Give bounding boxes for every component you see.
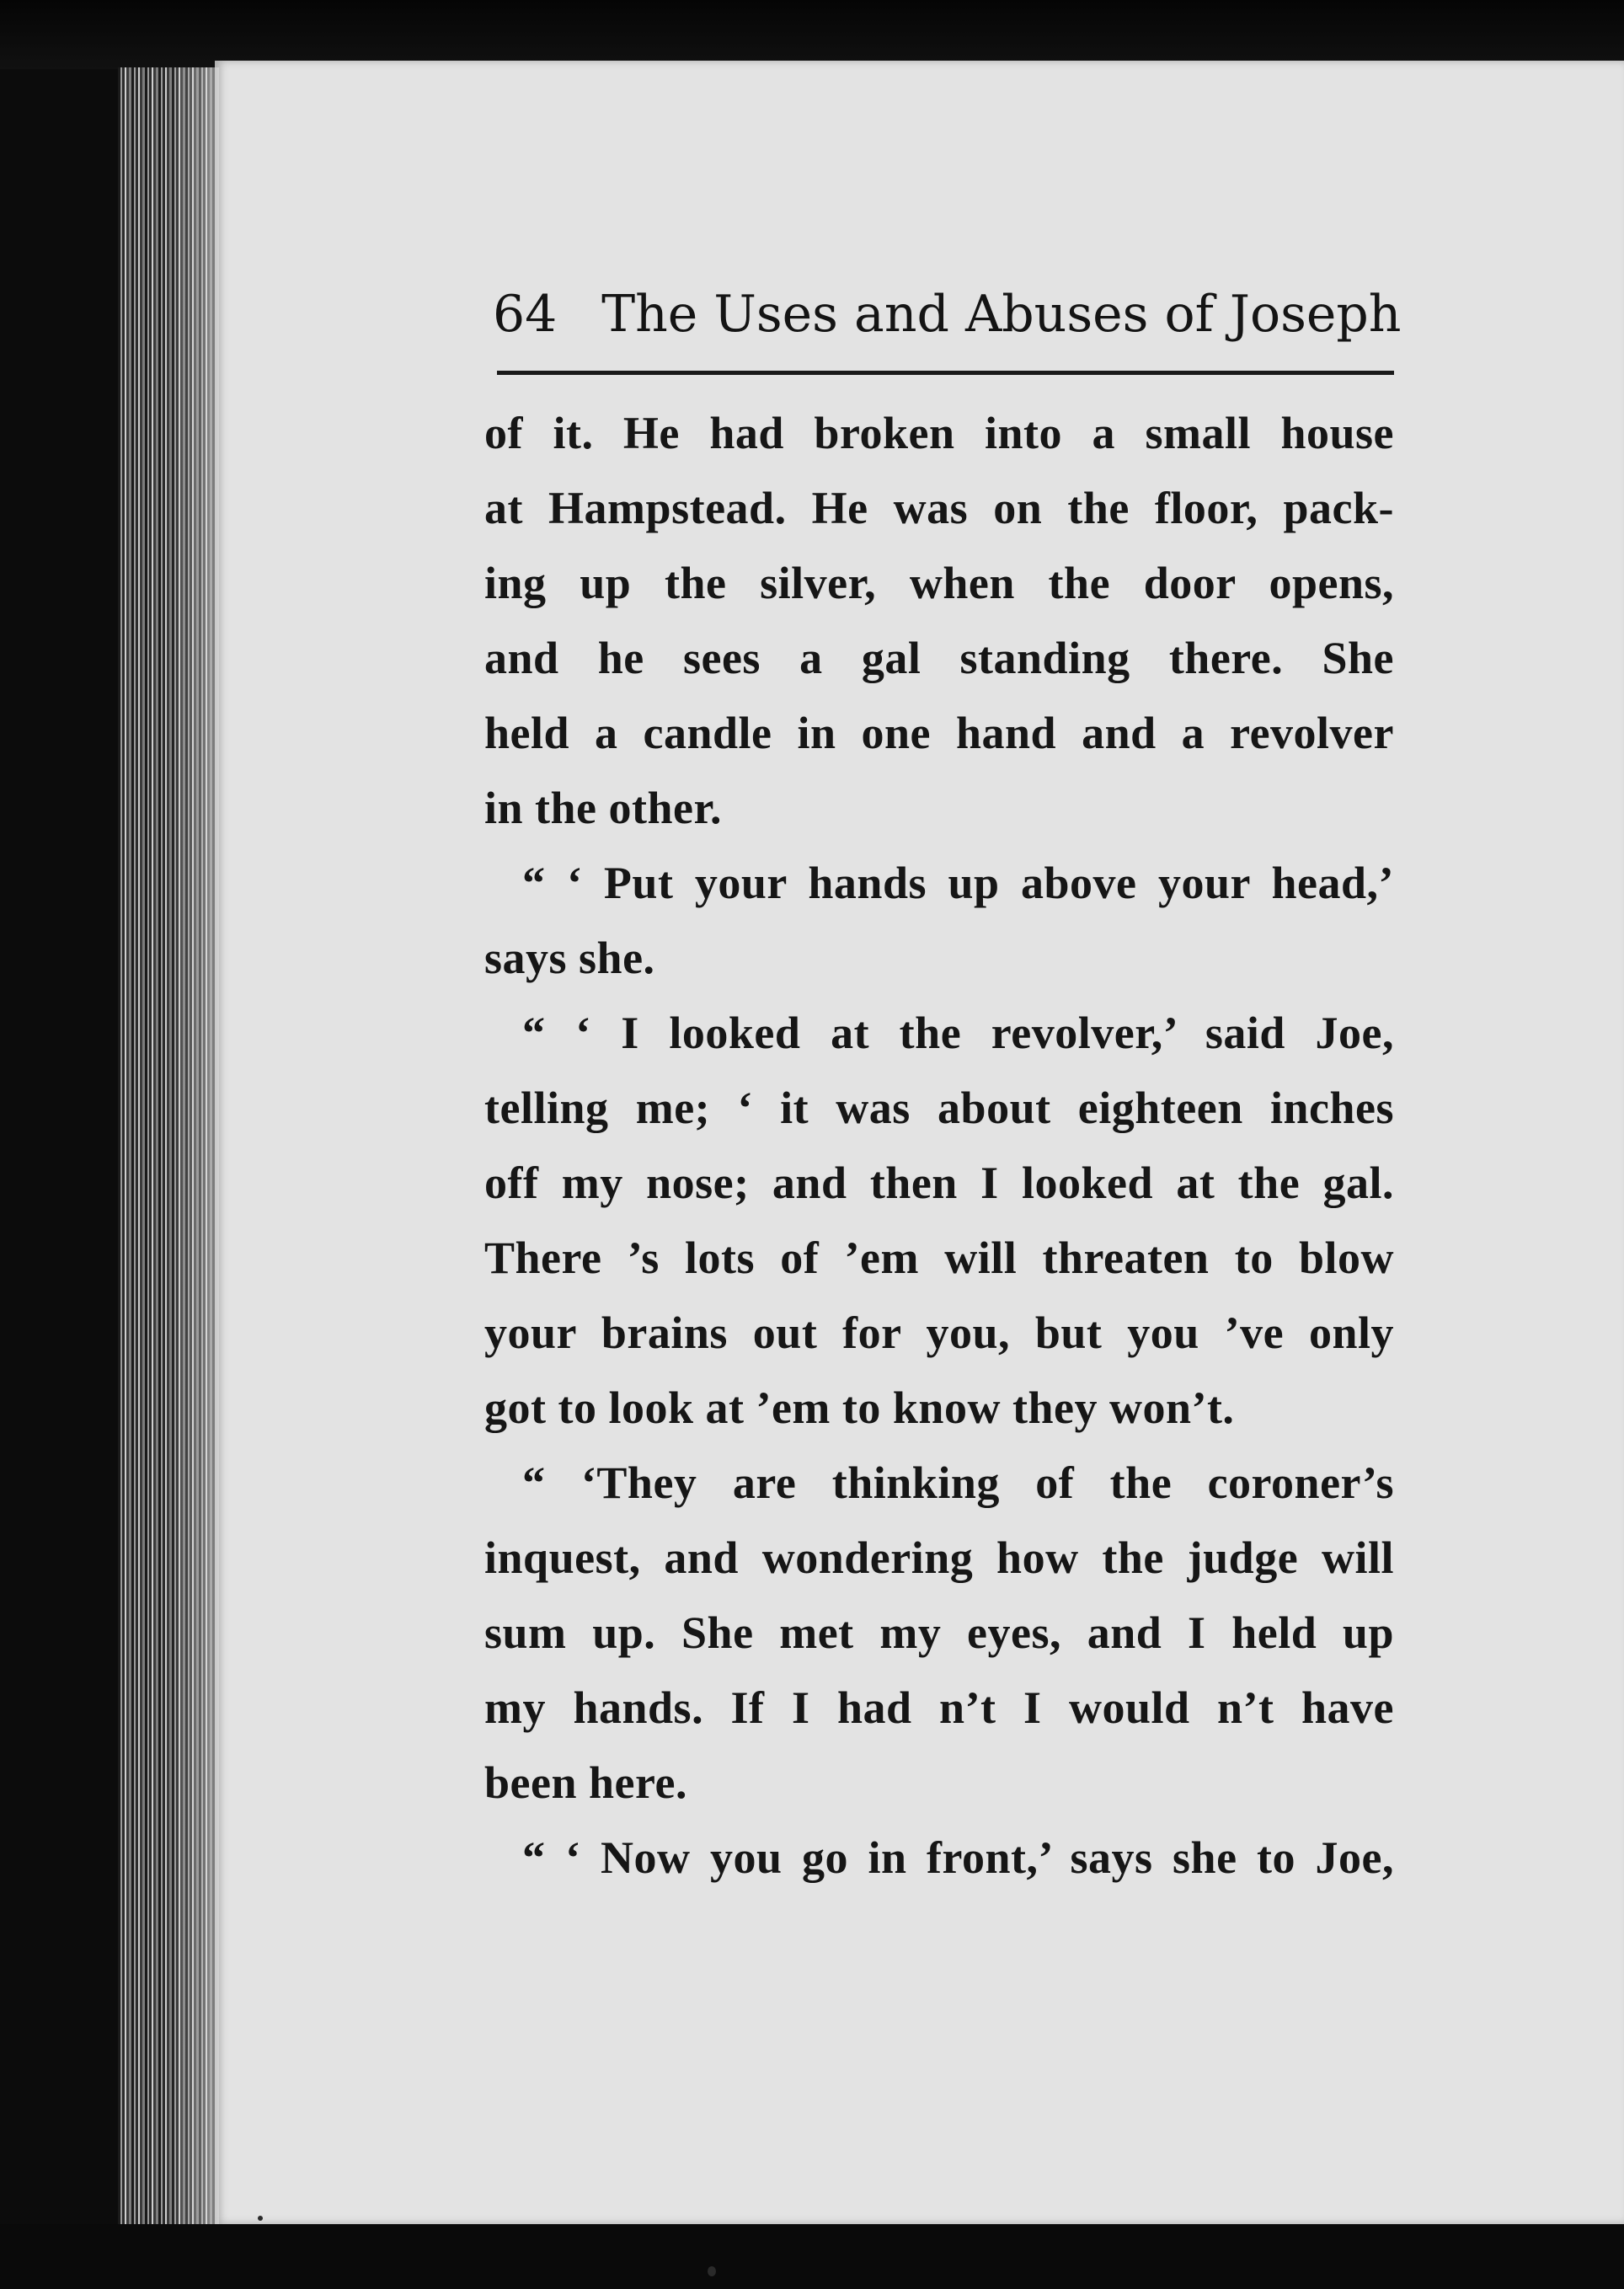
text-line: been here. [484, 1757, 687, 1808]
running-head [493, 268, 1402, 361]
scan-speck [258, 2216, 263, 2221]
scan-left-background [0, 0, 118, 2289]
text-line: “ ‘They are thinking of the coroner’s [522, 1457, 1394, 1508]
header-rule [497, 371, 1394, 375]
text-line: your brains out for you, but you ’ve only [484, 1308, 1394, 1358]
scan-speck [708, 2266, 716, 2276]
text-line: “ ‘ I looked at the revolver,’ said Joe, [522, 1008, 1394, 1058]
text-line: in the other. [484, 783, 723, 833]
page-number: 64 [493, 285, 558, 344]
text-line: held a candle in one hand and a revolver [484, 708, 1394, 758]
text-line: got to look at ’em to know they won’t. [484, 1382, 1235, 1433]
text-line: off my nose; and then I looked at the gal. [484, 1158, 1394, 1208]
text-line: “ ‘ Put your hands up above your head,’ [522, 858, 1394, 908]
body-text [484, 396, 1394, 1896]
running-title: The Uses and Abuses of Joseph [601, 285, 1402, 344]
text-line: sum up. She met my eyes, and I held up [484, 1607, 1394, 1658]
scan-top-border [0, 0, 1624, 69]
text-line: of it. He had broken into a small house [484, 408, 1394, 458]
text-line: telling me; ‘ it was about eighteen inches [484, 1083, 1394, 1133]
page-edge-shading [168, 67, 219, 2224]
text-line: There ’s lots of ’em will threaten to blow [484, 1233, 1394, 1283]
text-line: and he sees a gal standing there. She [484, 633, 1394, 683]
scan-bottom-border [0, 2224, 1624, 2289]
text-line: inquest, and wondering how the judge will [484, 1532, 1394, 1583]
text-line: at Hampstead. He was on the floor, pack- [484, 483, 1394, 533]
text-line: my hands. If I had n’t I would n’t have [484, 1682, 1394, 1733]
text-line: “ ‘ Now you go in front,’ says she to Joe, [522, 1832, 1394, 1883]
text-line: says she. [484, 933, 655, 983]
text-line: ing up the silver, when the door opens, [484, 558, 1394, 608]
